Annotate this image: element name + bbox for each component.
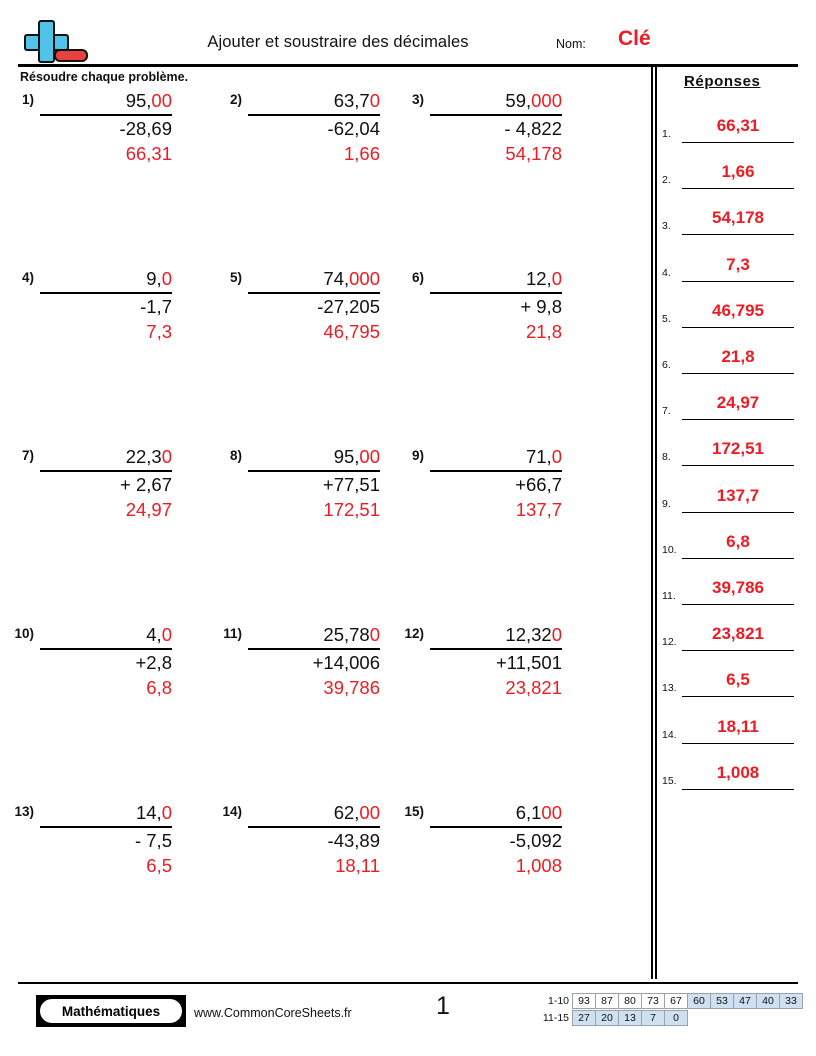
problem-number: 8) <box>229 448 242 463</box>
answer-index: 13. <box>662 682 677 695</box>
section-divider <box>651 66 657 979</box>
problem-bottom-operand: - 7,5 <box>40 826 172 853</box>
answer-blank-line <box>682 373 794 374</box>
scoring-cell: 93 <box>572 993 596 1009</box>
scoring-cells <box>573 993 803 1009</box>
problem-answer: 1,66 <box>343 143 380 164</box>
problem-answer: 18,11 <box>335 855 380 876</box>
answer-value: 46,795 <box>712 300 764 320</box>
problem-stack <box>40 800 172 878</box>
problem-top-operand <box>430 622 562 647</box>
operand-significant-digits: 95, <box>333 446 360 467</box>
answer-index: 1. <box>662 128 671 140</box>
answer-blank-line <box>682 558 794 559</box>
operand-significant-digits: 71, <box>525 446 552 467</box>
operand-padded-zeros: 0 <box>369 624 380 645</box>
operand-padded-zeros: 0 <box>551 624 562 645</box>
problem-stack <box>40 88 172 166</box>
brand-badge <box>36 995 186 1027</box>
scoring-cell: 20 <box>595 1010 619 1026</box>
answer-key-item <box>660 618 805 658</box>
operand-padded-zeros: 0 <box>551 446 562 467</box>
problem-answer: 6,8 <box>146 677 172 698</box>
problem-stack <box>430 266 562 344</box>
scoring-row <box>529 993 803 1009</box>
operand-significant-digits: 6,1 <box>515 802 542 823</box>
operand-padded-zeros: 0 <box>161 802 172 823</box>
problem-top-operand <box>40 444 172 469</box>
answer-key-item <box>660 526 805 566</box>
problem-number: 13) <box>14 804 34 819</box>
answer-blank-line <box>682 789 794 790</box>
operand-padded-zeros: 0 <box>161 268 172 289</box>
scoring-table <box>529 993 803 1027</box>
problem-top-operand <box>248 444 380 469</box>
header-divider-rule <box>18 64 798 67</box>
answer-index: 6. <box>662 359 671 371</box>
answer-index: 9. <box>662 497 671 510</box>
problem-number: 6) <box>411 270 424 285</box>
answer-blank-line <box>682 327 794 328</box>
answer-key-item <box>660 572 805 612</box>
answer-key-item <box>660 341 805 381</box>
answer-index: 15. <box>662 774 677 787</box>
scoring-cells <box>573 1010 688 1026</box>
answer-blank-line <box>682 604 794 605</box>
answer-blank-line <box>682 142 794 143</box>
answer-value: 23,821 <box>712 624 764 644</box>
problem-bottom-operand: -28,69 <box>40 114 172 141</box>
operand-significant-digits: 12,32 <box>505 624 552 645</box>
answer-index: 11. <box>662 590 676 602</box>
answer-key-item <box>660 480 805 520</box>
scoring-cell: 80 <box>618 993 642 1009</box>
operand-padded-zeros: 0 <box>161 624 172 645</box>
answer-value: 1,008 <box>716 762 760 782</box>
problem-answer: 46,795 <box>323 321 380 342</box>
answer-index: 2. <box>662 174 671 187</box>
problem-stack <box>248 88 380 166</box>
scoring-cell: 87 <box>595 993 619 1009</box>
problem-stack <box>430 444 562 522</box>
problem-answer: 137,7 <box>515 499 562 520</box>
answer-value: 66,31 <box>716 116 760 135</box>
problem-answer: 1,008 <box>515 855 562 876</box>
page-title: Ajouter et soustraire des décimales <box>207 33 469 51</box>
problems-grid <box>0 88 650 918</box>
problem-number: 11) <box>223 626 242 641</box>
operand-significant-digits: 63,7 <box>333 90 370 111</box>
problem-bottom-operand: +2,8 <box>40 648 172 675</box>
problem-answer: 172,51 <box>323 499 380 520</box>
scoring-row-label: 11-15 <box>542 1012 569 1024</box>
operand-padded-zeros: 00 <box>151 90 172 111</box>
answer-blank-line <box>682 281 794 282</box>
scoring-cell: 27 <box>572 1010 596 1026</box>
problem-top-operand <box>248 88 380 113</box>
operand-padded-zeros: 000 <box>349 268 380 289</box>
problem-bottom-operand: + 2,67 <box>40 470 172 497</box>
problem-stack <box>430 622 562 700</box>
problem-bottom-operand: -5,092 <box>430 826 562 853</box>
problem-answer: 21,8 <box>525 321 562 342</box>
scoring-cell: 67 <box>664 993 688 1009</box>
answer-index: 12. <box>662 636 677 649</box>
scoring-cell: 60 <box>687 993 711 1009</box>
answer-value: 39,786 <box>712 578 764 597</box>
scoring-cell: 13 <box>618 1010 642 1026</box>
operand-padded-zeros: 000 <box>531 90 562 111</box>
problem-bottom-operand: -62,04 <box>248 114 380 141</box>
problem-bottom-operand: +11,501 <box>430 648 562 675</box>
problem-top-operand <box>40 88 172 113</box>
minus-bar <box>54 49 88 62</box>
problem-bottom-operand: +66,7 <box>430 470 562 497</box>
name-value: Clé <box>618 27 651 50</box>
operand-padded-zeros: 00 <box>359 446 380 467</box>
answer-value: 7,3 <box>726 254 750 274</box>
problem-number: 3) <box>411 92 424 107</box>
answer-value: 21,8 <box>721 347 755 366</box>
answer-index: 5. <box>662 312 671 325</box>
site-url: www.CommonCoreSheets.fr <box>194 1006 352 1020</box>
problem-bottom-operand: -27,205 <box>248 292 380 319</box>
answer-index: 8. <box>662 451 671 464</box>
answer-key-item <box>660 757 805 797</box>
problem-answer: 54,178 <box>505 143 562 164</box>
name-label: Nom: <box>556 37 586 51</box>
problem-number: 7) <box>21 448 34 463</box>
problem-number: 9) <box>411 448 424 463</box>
problem-number: 14) <box>222 804 242 819</box>
answer-key-item <box>660 387 805 427</box>
answer-key-item <box>660 202 805 242</box>
answer-value: 137,7 <box>716 485 760 505</box>
answer-value: 6,8 <box>726 531 750 551</box>
problem-top-operand <box>40 266 172 291</box>
answer-index: 4. <box>662 266 671 279</box>
scoring-cell: 73 <box>641 993 665 1009</box>
answer-blank-line <box>682 696 794 697</box>
answer-key-item <box>660 156 805 196</box>
operand-padded-zeros: 00 <box>541 802 562 823</box>
page-header <box>18 16 798 66</box>
operand-significant-digits: 74, <box>323 268 350 289</box>
problem-answer: 66,31 <box>125 143 172 164</box>
problem-answer: 24,97 <box>125 499 172 520</box>
scoring-cell: 0 <box>664 1010 688 1026</box>
problem-top-operand <box>430 88 562 113</box>
problem-number: 10) <box>14 626 34 641</box>
plus-minus-icon <box>18 18 92 66</box>
answer-index: 10. <box>662 543 677 556</box>
answer-index: 7. <box>662 405 671 418</box>
answer-blank-line <box>682 188 794 189</box>
operand-significant-digits: 25,78 <box>323 624 370 645</box>
operand-padded-zeros: 0 <box>161 446 172 467</box>
answer-key-item <box>660 711 805 751</box>
scoring-row-label: 1-10 <box>547 995 569 1007</box>
problem-bottom-operand: - 4,822 <box>430 114 562 141</box>
problem-top-operand <box>248 622 380 647</box>
brand-label: Mathématiques <box>40 999 182 1023</box>
answer-value: 54,178 <box>712 208 764 228</box>
problem-top-operand <box>248 266 380 291</box>
answer-key-item <box>660 433 805 473</box>
answer-value: 1,66 <box>721 162 755 182</box>
answer-index: 3. <box>662 220 671 233</box>
problem-number: 15) <box>404 804 424 819</box>
operand-padded-zeros: 0 <box>369 90 380 111</box>
scoring-row <box>529 1010 803 1026</box>
operand-significant-digits: 95, <box>125 90 152 111</box>
problem-bottom-operand: +14,006 <box>248 648 380 675</box>
answer-value: 172,51 <box>712 439 764 459</box>
answer-index: 14. <box>662 728 677 741</box>
problem-bottom-operand: -1,7 <box>40 292 172 319</box>
problem-number: 12) <box>404 626 424 641</box>
answer-value: 18,11 <box>717 716 759 736</box>
answer-blank-line <box>682 512 794 513</box>
answer-blank-line <box>682 419 794 420</box>
answer-key-item <box>660 110 805 150</box>
plus-center-fill <box>40 36 53 49</box>
scoring-cell: 53 <box>710 993 734 1009</box>
problem-number: 1) <box>21 92 34 107</box>
answer-blank-line <box>682 743 794 744</box>
answer-value: 6,5 <box>726 670 750 690</box>
problem-stack <box>248 800 380 878</box>
problem-top-operand <box>430 266 562 291</box>
answer-value: 24,97 <box>716 393 760 413</box>
answer-blank-line <box>682 650 794 651</box>
operand-padded-zeros: 0 <box>551 268 562 289</box>
operand-significant-digits: 59, <box>505 90 532 111</box>
operand-significant-digits: 9, <box>146 268 162 289</box>
scoring-cell: 33 <box>779 993 803 1009</box>
problem-top-operand <box>40 622 172 647</box>
scoring-cell: 7 <box>641 1010 665 1026</box>
problem-stack <box>248 266 380 344</box>
problem-top-operand <box>430 800 562 825</box>
problem-answer: 23,821 <box>505 677 562 698</box>
page-number: 1 <box>436 992 450 1020</box>
problem-bottom-operand: -43,89 <box>248 826 380 853</box>
operand-significant-digits: 22,3 <box>125 446 162 467</box>
scoring-cell: 47 <box>733 993 757 1009</box>
answer-blank-line <box>682 234 794 235</box>
problem-bottom-operand: +77,51 <box>248 470 380 497</box>
problem-answer: 6,5 <box>146 855 172 876</box>
problem-stack <box>248 622 380 700</box>
problem-stack <box>40 444 172 522</box>
operand-padded-zeros: 00 <box>359 802 380 823</box>
problem-stack <box>40 266 172 344</box>
problem-answer: 7,3 <box>146 321 172 342</box>
answer-blank-line <box>682 465 794 466</box>
answer-key-item <box>660 664 805 704</box>
problem-top-operand <box>430 444 562 469</box>
problem-number: 2) <box>229 92 242 107</box>
problem-top-operand <box>40 800 172 825</box>
problem-stack <box>430 800 562 878</box>
problem-answer: 39,786 <box>323 677 380 698</box>
problem-top-operand <box>248 800 380 825</box>
page-footer <box>18 984 798 1044</box>
operand-significant-digits: 4, <box>146 624 162 645</box>
problem-stack <box>248 444 380 522</box>
operand-significant-digits: 12, <box>525 268 552 289</box>
scoring-cell: 40 <box>756 993 780 1009</box>
answer-key-heading: Réponses <box>684 73 761 90</box>
problem-bottom-operand: + 9,8 <box>430 292 562 319</box>
problem-stack <box>430 88 562 166</box>
answer-key-item <box>660 249 805 289</box>
problem-number: 5) <box>229 270 242 285</box>
operand-significant-digits: 14, <box>135 802 162 823</box>
instruction-text: Résoudre chaque problème. <box>20 70 189 84</box>
problem-number: 4) <box>21 270 34 285</box>
problem-stack <box>40 622 172 700</box>
operand-significant-digits: 62, <box>333 802 360 823</box>
answer-key-item <box>660 295 805 335</box>
